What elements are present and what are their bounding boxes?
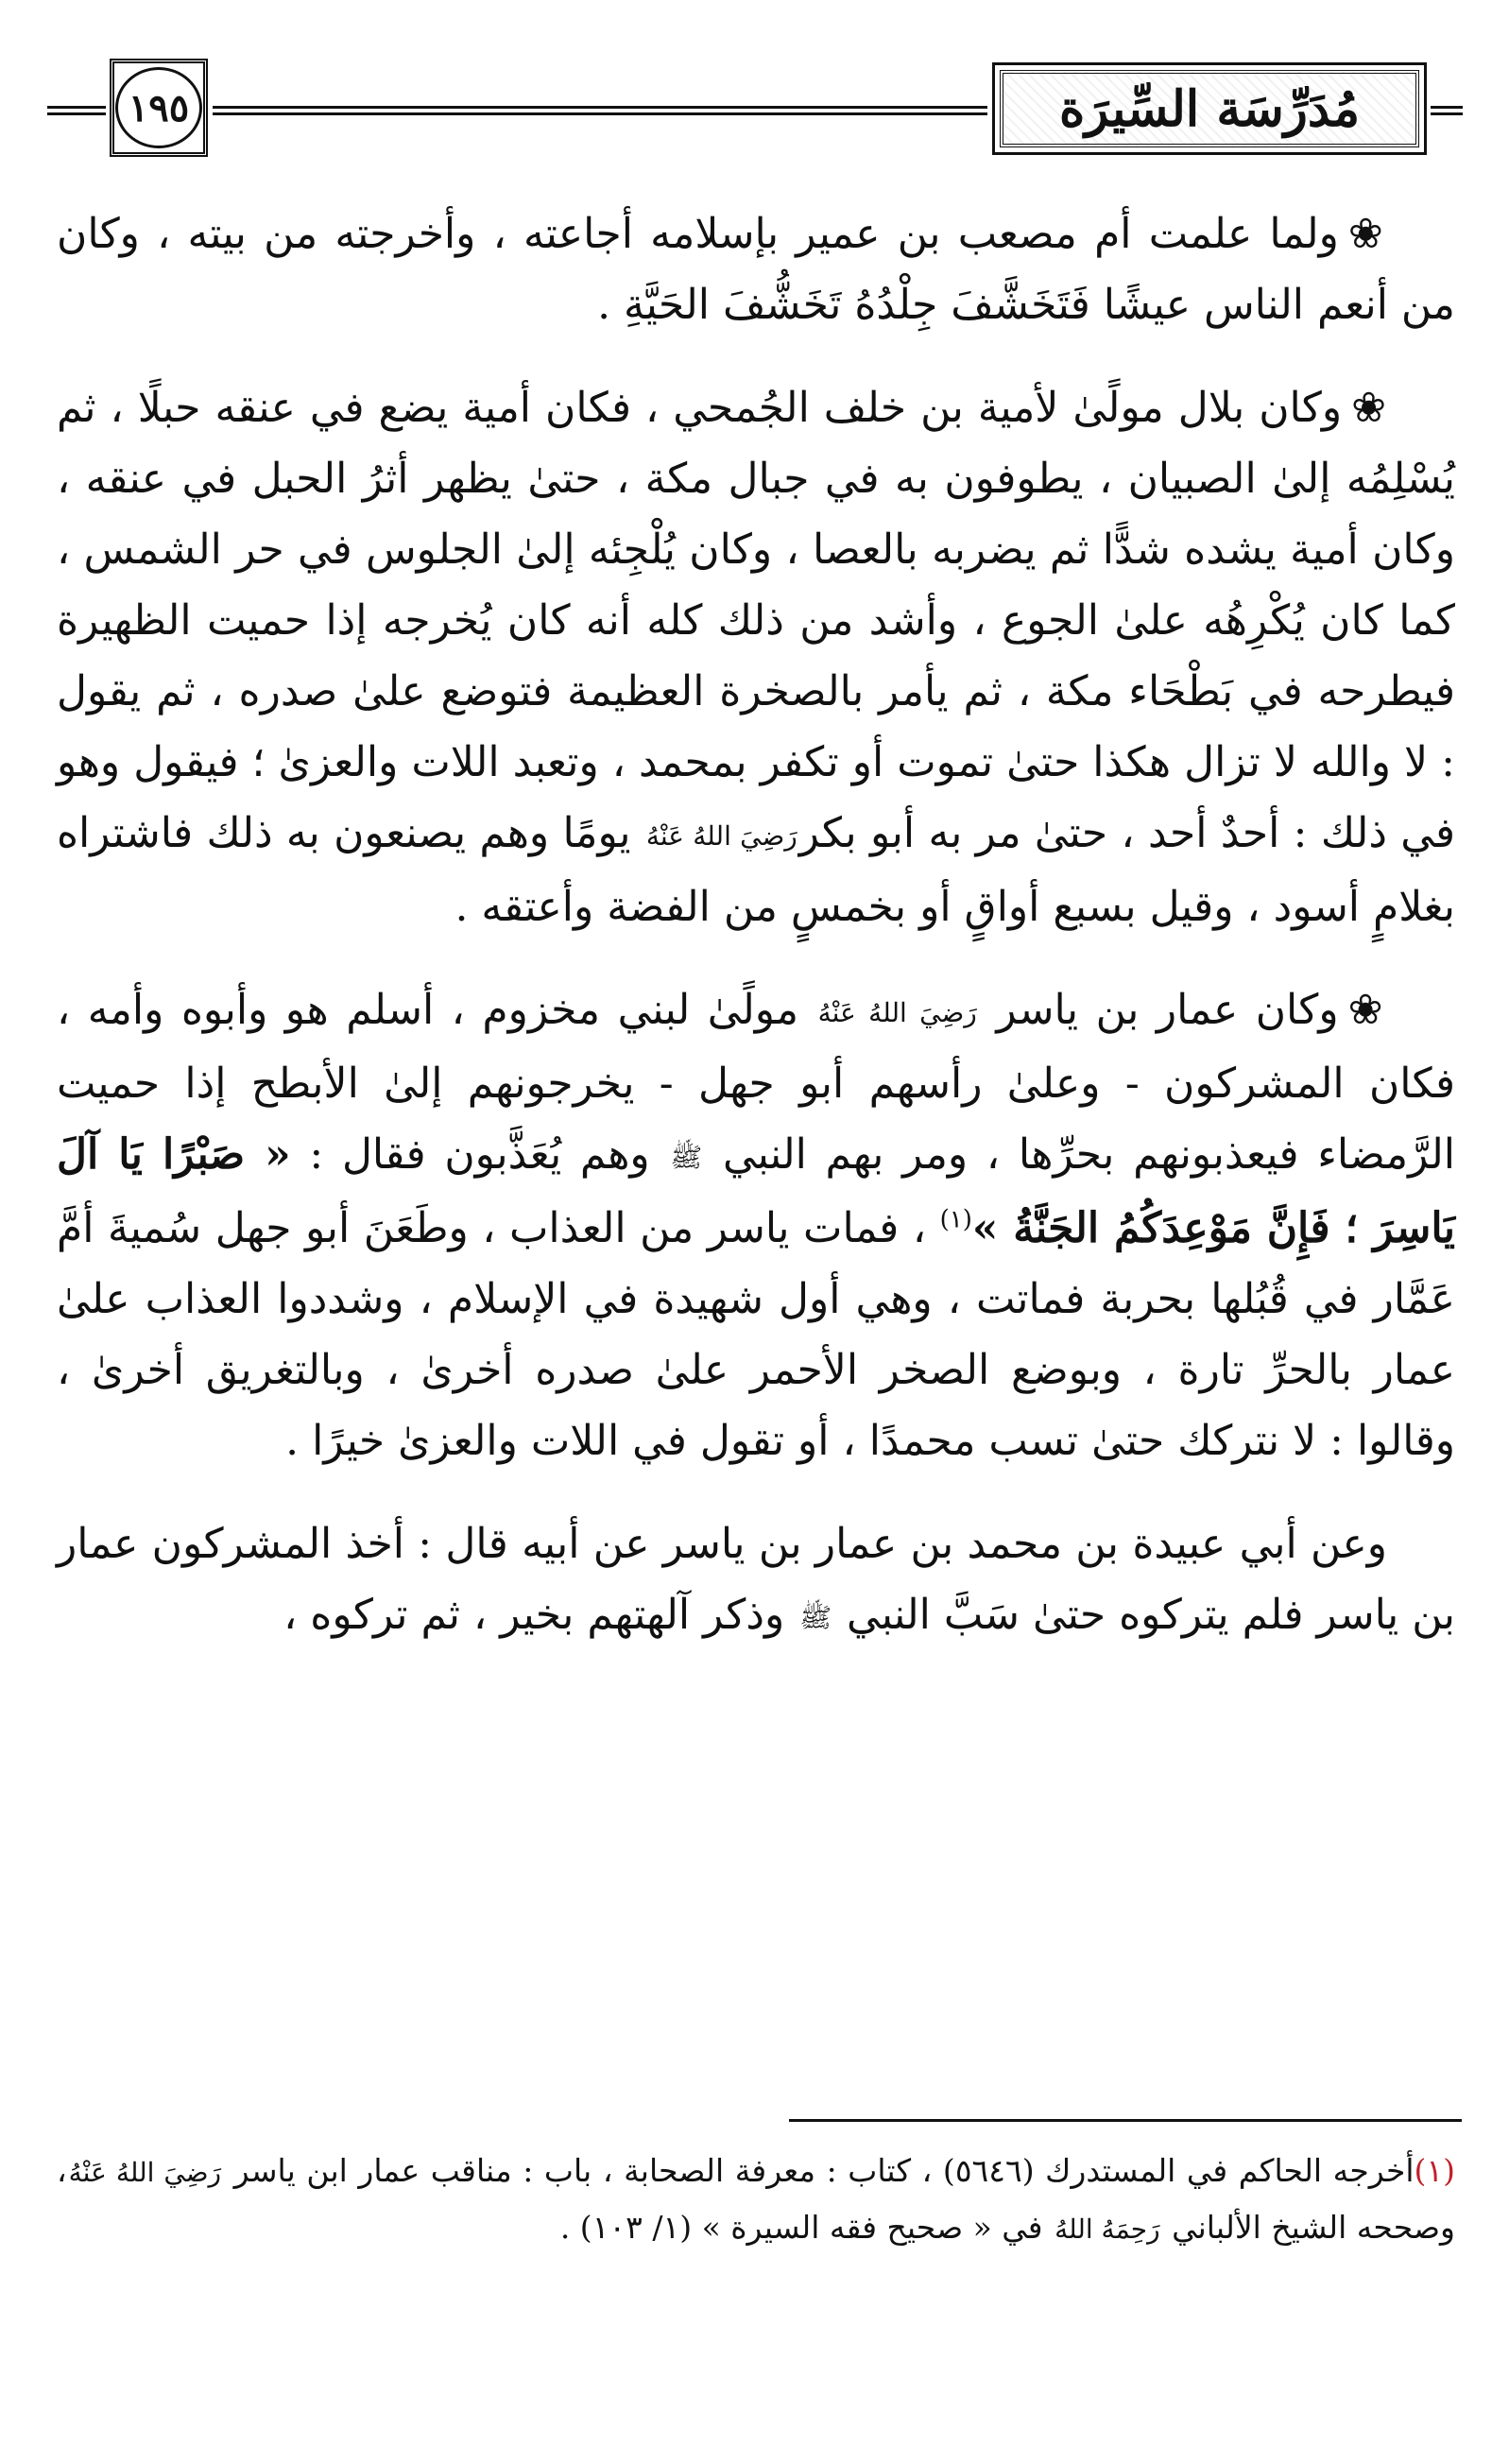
paragraph-text: وذكر آلهتهم بخير ، ثم تركوه ، <box>283 1591 785 1639</box>
paragraph-2 <box>57 372 1455 942</box>
paragraph-text: ولما علمت أم مصعب بن عمير بإسلامه أجاعته ، وأخرجته من بيته ، وكان من أنعم الناس عيشًا فَتَخَشَّفَ جِلْدُهُ تَخَشُّفَ الحَيَّةِ . <box>57 210 1455 329</box>
paragraph-text: وكان عمار بن ياسر <box>996 986 1339 1034</box>
honorific-glyph: رَحِمَهُ اللهُ <box>1055 2214 1160 2245</box>
footnote <box>57 2144 1455 2257</box>
header-rule-left <box>47 106 106 115</box>
footnote-text: أخرجه الحاكم في المستدرك (٥٦٤٦) ، كتاب : معرفة الصحابة ، باب : مناقب عمار ابن ياسر <box>233 2152 1415 2189</box>
paragraph-4 <box>57 1508 1455 1653</box>
page-header <box>47 49 1463 172</box>
flower-star-icon: ❀ <box>1347 210 1387 258</box>
footnote-number: (١) <box>1414 2152 1455 2189</box>
honorific-glyph: رَضِيَ اللهُ عَنْهُ <box>645 820 797 852</box>
honorific-glyph: رَضِيَ اللهُ عَنْهُ <box>817 997 977 1028</box>
header-rule-right <box>1431 106 1463 115</box>
paragraph-text: مولًىٰ لبني مخزوم ، أسلم هو وأبوه وأمه ، فكان المشركون - وعلىٰ رأسهم أبو جهل - يخرجونهم إلىٰ الأبطح إذا حميت الرَّمضاء فيعذبونهم بحرِّها ، ومر بهم النبي <box>57 986 1455 1179</box>
honorific-glyph: رَضِيَ اللهُ عَنْهُ <box>68 2157 222 2188</box>
honorific-glyph: ﷺ <box>670 1142 703 1173</box>
footnote-text: ، وصححه الشيخ الألباني <box>57 2152 1455 2246</box>
paragraph-text: يومًا وهم يصنعون به ذلك فاشتراه بغلامٍ أسود ، وقيل بسبع أواقٍ أو بخمسٍ من الفضة وأعتقه . <box>57 809 1455 931</box>
honorific-glyph: ﷺ <box>799 1602 832 1633</box>
footnote-marker: (١) <box>939 1205 972 1234</box>
running-title: مُدَرِّسَة السِّيرَة <box>1000 70 1419 147</box>
paragraph-text: ، فمات ياسر من العذاب ، وطَعَنَ أبو جهل سُميةَ أمَّ عَمَّار في قُبُلها بحربة فماتت ، وهي أول شهيدة في الإسلام ، وشددوا العذاب علىٰ عمار بالحرِّ تارة ، وبوضع الصخر الأحمر علىٰ صدره أخرىٰ ، وبالتغريق أخرىٰ ، وقالوا : لا نتركك حتىٰ تسب محمدًا ، أو تقول في اللات والعزىٰ خيرًا . <box>57 1204 1455 1465</box>
paragraph-text: وعن أبي عبيدة بن محمد بن عمار بن ياسر عن أبيه قال : أخذ المشركون عمار بن ياسر فلم يتركوه حتىٰ سَبَّ النبي <box>57 1520 1455 1639</box>
flower-star-icon: ❀ <box>1347 986 1387 1034</box>
page-number-frame <box>110 59 208 157</box>
flower-star-icon: ❀ <box>1351 384 1388 432</box>
footnote-separator <box>789 2119 1462 2122</box>
paragraph-3 <box>57 974 1455 1476</box>
paragraph-text: وكان بلال مولًىٰ لأمية بن خلف الجُمحي ، فكان أمية يضع في عنقه حبلًا ، ثم يُسْلِمُه إلىٰ الصبيان ، يطوفون به في جبال مكة ، حتىٰ يظهر أثرُ الحبل في عنقه ، وكان أمية يشده شدًّا ثم يضربه بالعصا ، وكان يُلْجِئه إلىٰ الجلوس في حر الشمس ، كما كان يُكْرِهُه علىٰ الجوع ، وأشد من ذلك كله أنه كان يُخرجه إذا حميت الظهيرة فيطرحه في بَطْحَاء مكة ، ثم يأمر بالصخرة العظيمة فتوضع علىٰ صدره ، ثم يقول : لا والله لا تزال هكذا حتىٰ تموت أو تكفر بمحمد ، وتعبد اللات والعزىٰ ؛ فيقول وهو في ذلك : أحدٌ أحد ، حتىٰ مر به أبو بكر <box>57 384 1456 857</box>
footnote-text: في « صحيح فقه السيرة » (١/ ١٠٣) . <box>559 2209 1043 2246</box>
running-title-frame <box>992 62 1427 155</box>
hadith-quote: « صَبْرًا يَا آلَ يَاسِرَ ؛ فَإِنَّ مَوْعِدَكُمُ الجَنَّةُ » <box>57 1130 1456 1252</box>
main-text <box>57 198 1455 1685</box>
page-number: ١٩٥ <box>115 67 202 148</box>
header-rule-middle <box>213 106 987 115</box>
paragraph-1 <box>57 198 1455 340</box>
paragraph-text: وهم يُعَذَّبون فقال : <box>309 1130 650 1179</box>
